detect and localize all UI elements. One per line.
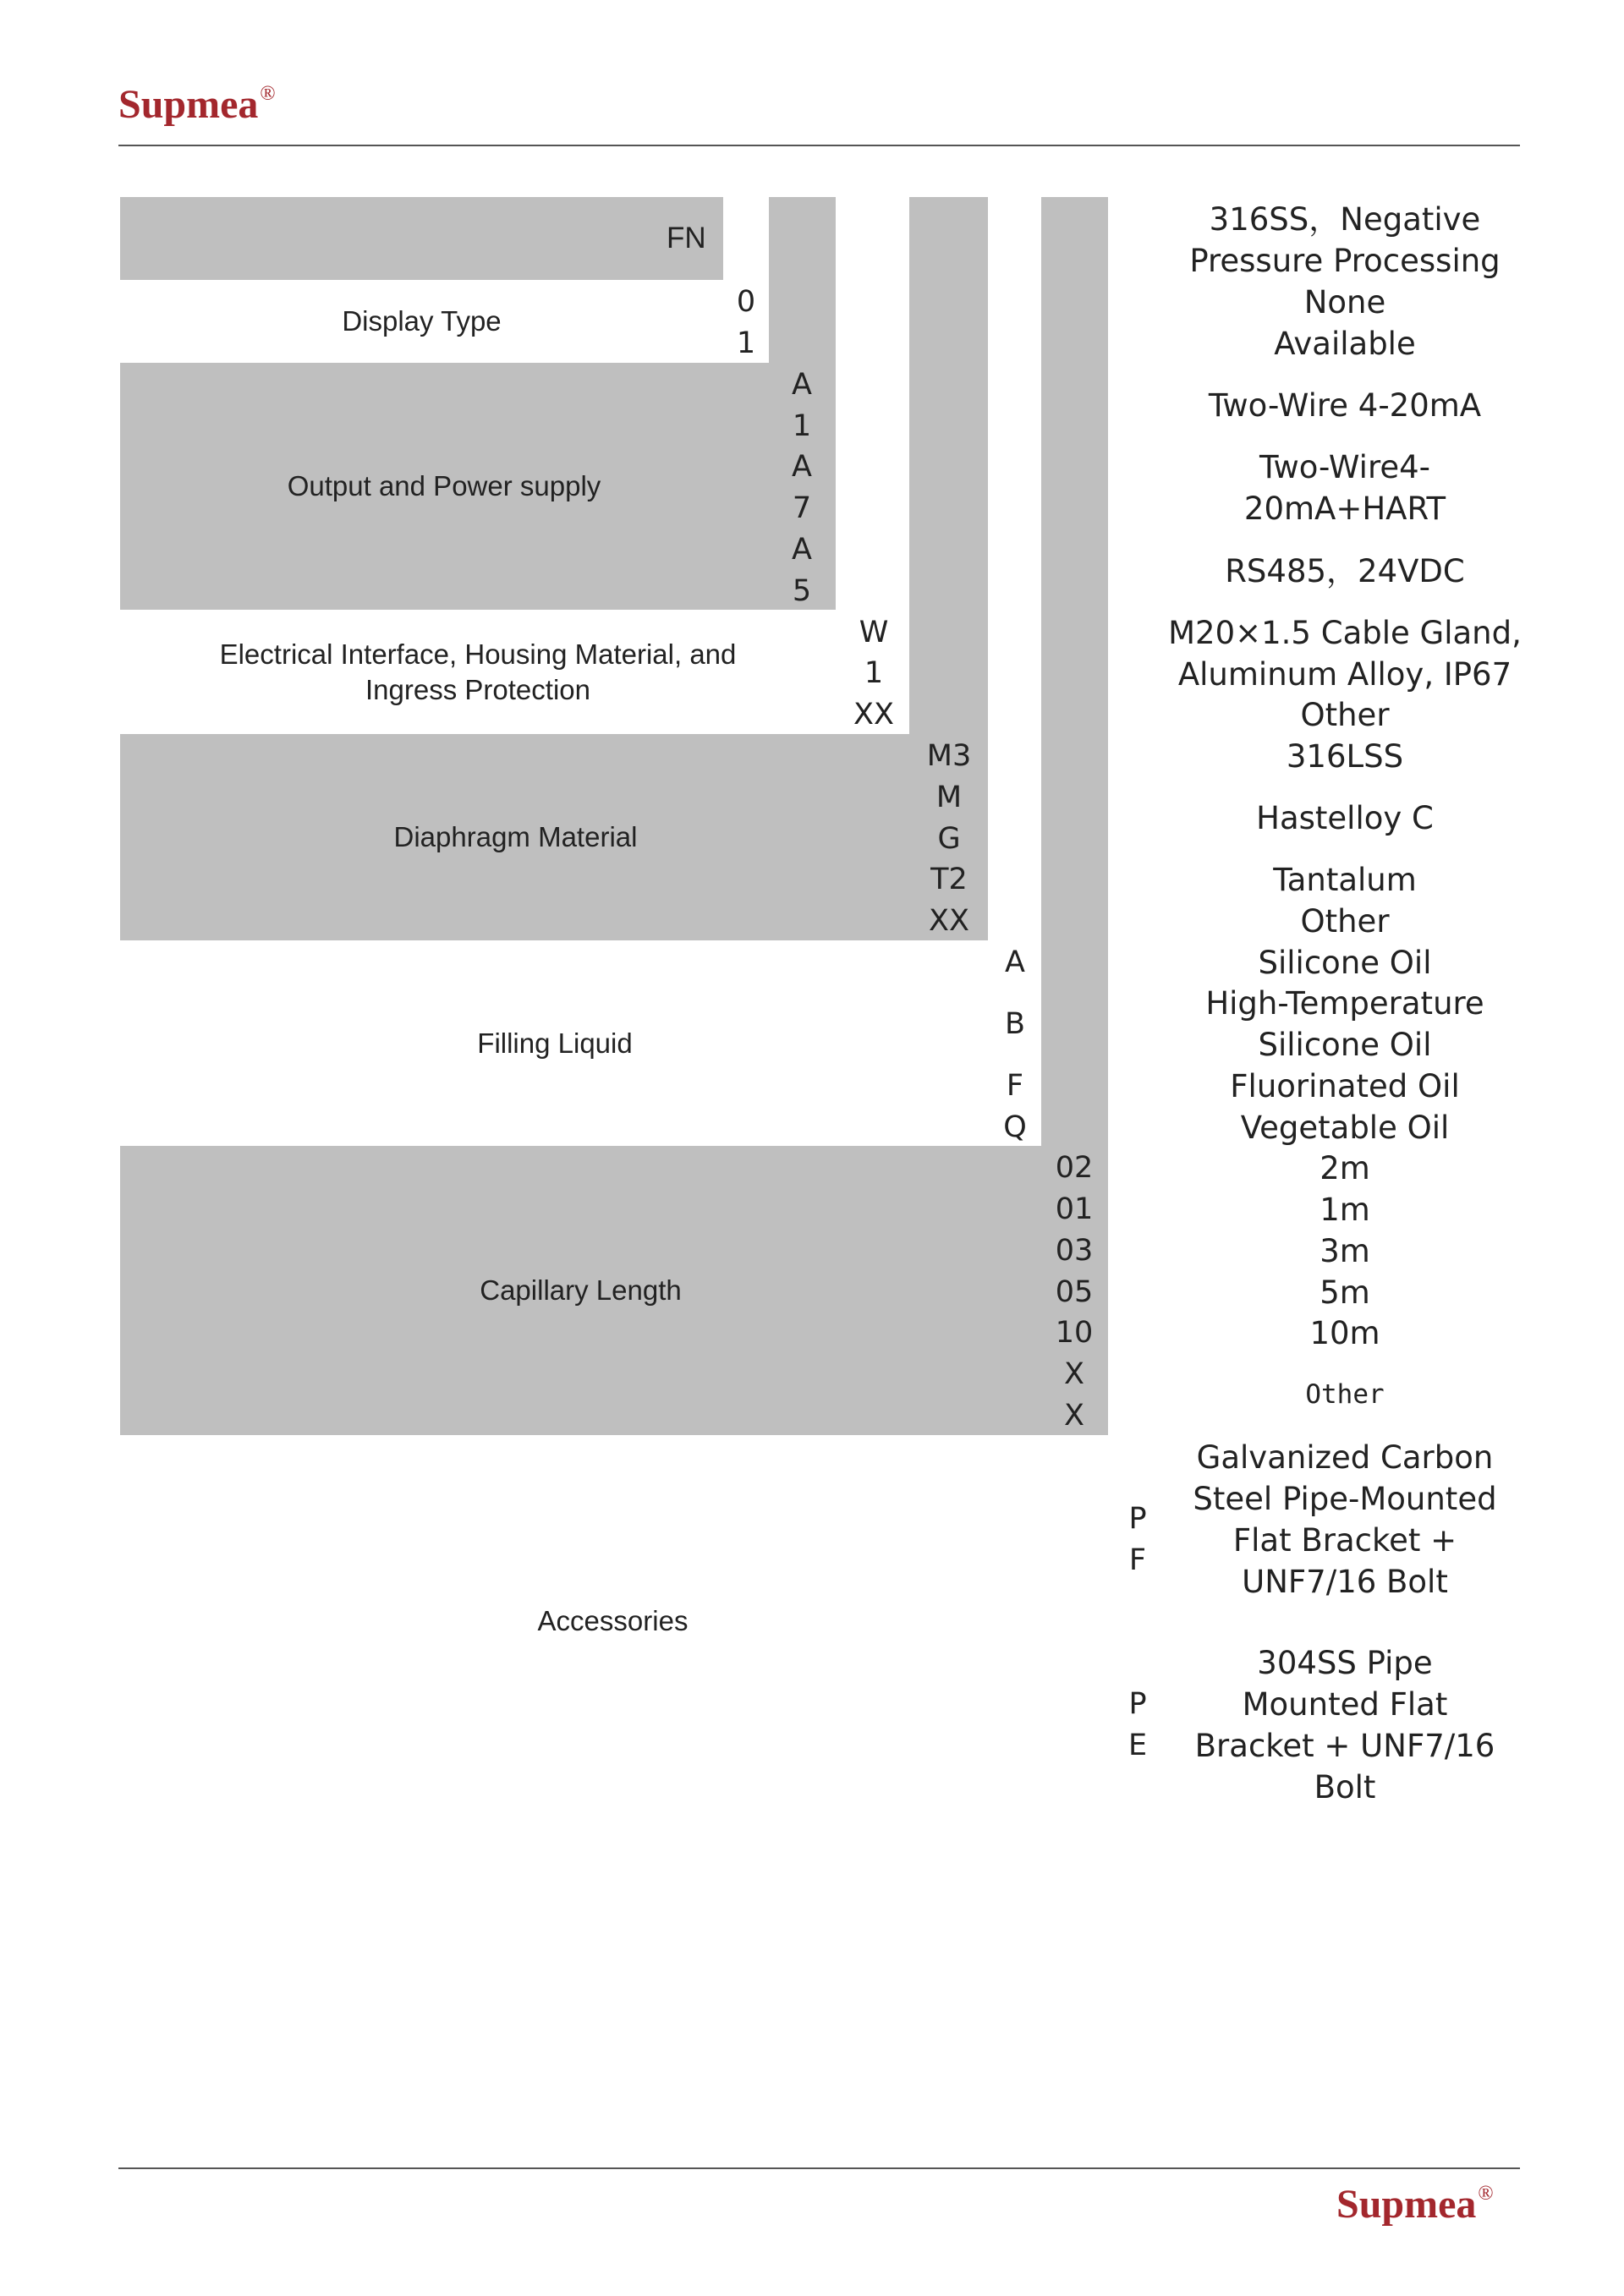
code-output-4: 7 [792,491,812,525]
code-filling-2: B [1004,1007,1025,1041]
desc-rs485: RS485，24VDC [1225,553,1465,589]
desc-other-electrical: Other [1300,697,1390,733]
code-capillary-5: 10 [1055,1316,1094,1350]
code-accessories-3: P [1128,1687,1147,1721]
code-output-5: A [792,533,812,567]
code-diaphragm-4: T2 [930,863,968,896]
desc-tantalum: Tantalum [1273,862,1417,898]
desc-vegetable-oil: Vegetable Oil [1240,1110,1450,1146]
code-electrical-2: 1 [864,656,884,690]
desc-two-wire-hart: Two-Wire4-20mA+HART [1243,449,1446,527]
section-diaphragm: Diaphragm Material [393,821,638,852]
registered-mark: ® [260,83,276,105]
code-capillary-1: 02 [1055,1151,1094,1185]
band-prefix [120,197,723,280]
desc-hastelloy: Hastelloy C [1256,800,1434,836]
code-diaphragm-1: M3 [926,739,972,773]
brand-logo-header [118,82,276,127]
brand-name: Supmea [1336,2182,1477,2227]
code-display-0: 0 [736,285,756,319]
code-electrical-3: XX [853,698,894,732]
code-accessories-4: E [1127,1729,1148,1762]
code-diaphragm-2: M [935,781,963,814]
model-prefix: FN [667,222,706,255]
brand-logo-footer [1336,2184,1494,2225]
code-capillary-4: 05 [1055,1275,1094,1309]
code-capillary-3: 03 [1055,1234,1094,1268]
code-output-1: A [792,368,812,402]
section-output-power: Output and Power supply [287,470,601,501]
code-output-3: A [792,450,812,484]
section-filling: Filling Liquid [477,1027,633,1059]
section-display-type: Display Type [342,305,502,337]
desc-fluorinated-oil: Fluorinated Oil [1230,1068,1460,1104]
desc-cable-gland: M20×1.5 Cable Gland, Aluminum Alloy, IP67 [1168,615,1522,693]
desc-2m: 2m [1320,1150,1370,1186]
desc-silicone-oil: Silicone Oil [1258,945,1432,981]
code-filling-3: F [1006,1069,1024,1103]
brand-name: Supmea [118,82,259,127]
desc-1m: 1m [1320,1192,1370,1228]
desc-5m: 5m [1320,1274,1370,1311]
footer-rule [118,2167,1520,2169]
desc-other-capillary: Other [1305,1379,1385,1410]
code-diaphragm-3: G [937,822,961,856]
code-accessories-1: P [1128,1502,1147,1536]
section-accessories: Accessories [537,1605,689,1636]
desc-two-wire: Two-Wire 4-20mA [1208,387,1482,424]
code-filling-4: Q [1003,1110,1027,1144]
code-capillary-7: X [1064,1399,1084,1433]
desc-316lss: 316LSS [1286,738,1404,775]
code-electrical-1: W [859,616,889,649]
desc-other-diaphragm: Other [1300,903,1390,940]
code-filling-1: A [1005,945,1025,979]
desc-3m: 3m [1320,1233,1370,1269]
section-capillary: Capillary Length [480,1274,682,1306]
desc-available: Available [1274,326,1416,362]
code-diaphragm-5: XX [929,904,969,938]
desc-none: None [1303,284,1386,321]
code-output-6: 5 [792,574,812,608]
desc-galvanized-bracket: Galvanized Carbon Steel Pipe-Mounted Flat Bracket + UNF7/16 Bolt [1193,1439,1497,1600]
desc-316ss-negative: 316SS，Negative Pressure Processing [1189,201,1501,279]
desc-304ss-bracket: 304SS Pipe Mounted Flat Bracket + UNF7/16 Bolt [1194,1645,1495,1806]
desc-10m: 10m [1309,1315,1380,1351]
code-output-2: 1 [792,409,812,443]
registered-mark: ® [1478,2183,1494,2205]
code-capillary-6: X [1064,1357,1084,1391]
header-rule [118,145,1520,146]
code-display-1: 1 [736,326,756,360]
code-capillary-2: 01 [1055,1192,1094,1226]
code-accessories-2: F [1128,1543,1147,1577]
section-electrical: Electrical Interface, Housing Material, and Ingress Protection [219,638,737,705]
desc-high-temp-silicone: High-Temperature Silicone Oil [1205,985,1484,1063]
